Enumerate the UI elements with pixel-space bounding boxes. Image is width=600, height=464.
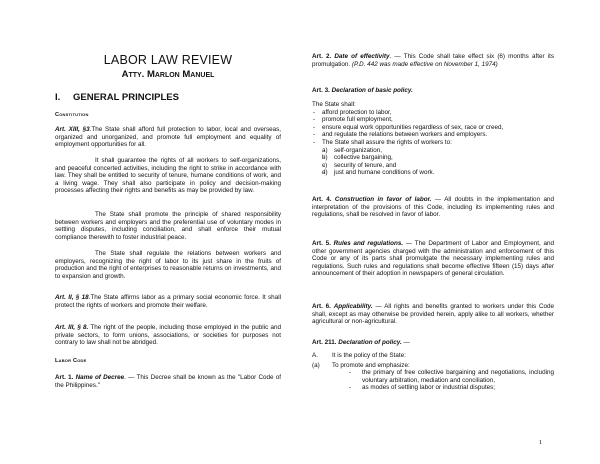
art-5-paragraph [312,240,554,278]
art-iii-text: The right of the people, including those employed in the public and private sectors, to form unions, associations, or societies for purposes not contrary to law shall not be abridged. [55,324,281,347]
art-3-list [312,109,554,147]
policy-item-a [312,352,554,360]
policy-item-a1-text: To promote and emphasize: [332,361,410,369]
list-item: - as modes of settling labor or industrial disputes; [348,384,554,392]
document-title: LABOR LAW REVIEW [103,53,233,67]
art-6-title: Applicability. [333,303,373,310]
art-1-number: Art. 1. [55,374,74,381]
list-item: - a) self-organization, [322,147,554,155]
art-3-body [312,101,554,177]
page-number: 1 [539,439,543,446]
section-heading [55,92,179,103]
art-6-text: — All rights and benefits granted to workers under this Code shall, except as may otherwise be provided herein, apply alike to all workers, whether agricultural or non-agricultural. [312,303,554,326]
art-xiii-paragraph-3: The State shall promote the principle of shared responsibility between workers and employers and the preferential use of voluntary modes in settling disputes, including conciliation, and shall enforce their mutual compliance therewith to foster industrial peace. [55,211,281,241]
art-iii-paragraph [55,324,281,347]
art-211-title: Declaration of policy. [338,339,402,346]
art-ii-text: .The State affirms labor as a primary social economic force. It shall protect the rights of workers and promote their welfare. [55,294,281,309]
art-ii-paragraph [55,294,281,309]
art-5-number: Art. 5. [312,240,331,247]
list-item: - The State shall assure the rights of workers to: [312,139,554,147]
list-item: - afford protection to labor, [312,109,554,117]
art-xiii-paragraph-2: It shall guarantee the rights of all workers to self-organizations, and peaceful concerted activities, including the right to strike in accordance with law. They shall be entitled to security of tenure, humane conditions of work, and a living wage. They shall also participate in policy and decision-making processes affecting their rights and benefits as may be provided by law. [55,157,281,195]
art-5-text: — The Department of Labor and Employment, and other government agencies charged with the administration and enforcement of this Code or any of its parts shall promulgate the necessary implementing rules and regulations. Such rules and regulations shall become effective fifteen (15) days after announcement of their adoption in newspapers of general circulation. [312,240,554,278]
art-6-paragraph [312,303,554,326]
list-item: - d) just and humane conditions of work. [322,169,554,177]
list-item: - and regulate the relations between workers and employers. [312,131,554,139]
art-ii-ref: Art. II, § 18 [55,294,89,301]
section-label: GENERAL PRINCIPLES [73,92,179,103]
art-iii-ref: Art. III, § 8. [55,324,89,331]
art-4-paragraph [312,196,554,219]
art-4-title: Construction in favor of labor. [334,196,432,203]
author-name: Atty. Marlon Manuel [121,69,215,80]
art-2-number: Art. 2. [312,53,332,60]
policy-item-a-text: It is the policy of the State: [332,352,406,359]
art-3-heading [312,87,554,95]
art-3-number: Art. 3. [312,87,330,94]
labor-code-heading: Labor Code [55,358,87,364]
art-5-title: Rules and regulations. [333,240,404,247]
list-item: - ensure equal work opportunities regardless of sex, race or creed, [312,124,554,132]
policy-item-a1-mark: (a) [312,361,320,369]
art-211-body [312,352,554,392]
list-item: - b) collective bargaining, [322,154,554,162]
section-number: I. [55,92,61,103]
art-211-dash: — [401,339,410,346]
art-211-number: Art. 211. [312,339,337,346]
art-1-text: . — This Decree shall be known as the "Labor Code of the Philippines." [55,374,281,389]
art-3-intro: The State shall: [312,101,356,108]
art-6-number: Art. 6. [312,303,331,310]
art-2-note: (P.D. 442 was made effective on November 1, 1974) [351,60,498,68]
policy-item-a1 [312,362,554,370]
list-item: - the primary of free collective bargaining and negotiations, including voluntary arbitration, mediation and conciliation, [348,369,554,384]
policy-item-a-mark: A. [312,352,318,359]
art-1-paragraph [55,374,281,389]
list-item: - promote full employment, [312,116,554,124]
art-211-heading [312,339,554,347]
art-xiii-ref: Art. XIII, §3 [55,126,90,133]
art-2-title: Date of effectivity [334,53,390,60]
art-2-paragraph [312,53,554,68]
art-xiii-paragraph-1 [55,126,281,149]
constitution-heading: Constitution [55,112,89,118]
policy-sublist [312,369,554,392]
art-xiii-text-1: .The State shall afford full protection to labor, local and overseas, organized and unorganized, and promote full employment and equality of employment opportunities for all. [55,126,282,149]
art-3-title: Declaration of basic policy. [331,87,413,94]
art-3-sublist [312,147,554,177]
art-2-text: . — This Code shall take effect six (6) months after its promulgation. [312,53,554,68]
list-item: - c) security of tenure, and [322,162,554,170]
art-xiii-paragraph-4: The State shall regulate the relations between workers and employers, recognizing the right of labor to its just share in the fruits of production and the right of enterprises to reasonable returns on investments, and to expansion and growth. [55,250,281,280]
art-4-text: — All doubts in the implementation and interpretation of the provisions of this Code, including its implementing rules and regulations, shall be resolved in favor of labor. [312,196,554,219]
art-4-number: Art. 4. [312,196,332,203]
art-1-title: Name of Decree [75,374,125,381]
